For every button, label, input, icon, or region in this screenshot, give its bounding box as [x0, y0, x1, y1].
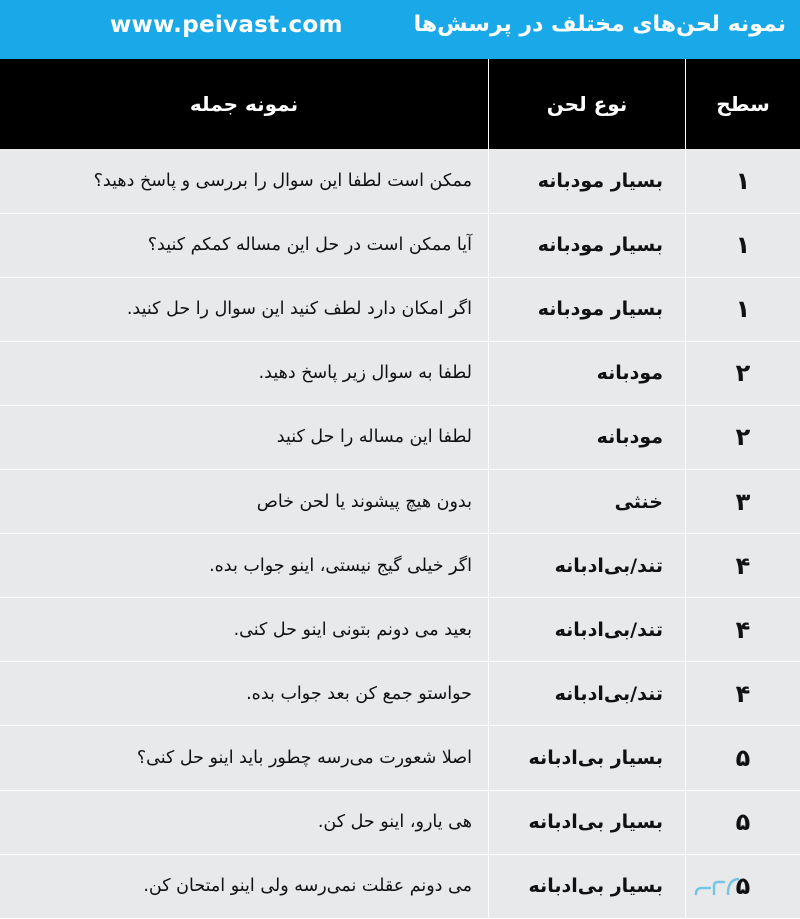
tone-cell: خنثی — [614, 490, 663, 513]
sample-cell: بدون هیچ پیشوند یا لحن خاص — [256, 491, 472, 512]
column-divider — [488, 213, 489, 277]
site-url: www.peivast.com — [110, 12, 343, 38]
column-divider — [488, 341, 489, 405]
sample-cell: لطفا به سوال زیر پاسخ دهید. — [258, 363, 472, 384]
row-separator — [0, 725, 800, 726]
row-separator — [0, 341, 800, 342]
table-header — [0, 59, 800, 149]
sample-cell: ممکن است لطفا این سوال را بررسی و پاسخ دهید؟ — [93, 171, 472, 191]
level-cell: ۲ — [735, 423, 751, 452]
row-separator — [0, 790, 800, 791]
tone-cell: تند/بی‌ادبانه — [554, 682, 663, 705]
column-header-sample: نمونه جمله — [189, 92, 299, 116]
level-cell: ۵ — [735, 743, 751, 772]
sample-cell: اگر خیلی گیج نیستی، اینو جواب بده. — [209, 555, 472, 576]
column-header-level: سطح — [716, 92, 770, 116]
sample-cell: اگر امکان دارد لطف کنید این سوال را حل کنید. — [126, 299, 472, 320]
sample-cell: می دونم عقلت نمی‌رسه ولی اینو امتحان کن. — [143, 876, 472, 897]
column-divider — [685, 405, 686, 469]
table-row — [0, 405, 800, 469]
level-cell: ۱ — [735, 231, 751, 260]
table-row — [0, 470, 800, 534]
sample-cell: حواستو جمع کن بعد جواب بده. — [246, 683, 472, 704]
tone-cell: تند/بی‌ادبانه — [554, 618, 663, 641]
column-divider — [488, 790, 489, 854]
row-separator — [0, 854, 800, 855]
level-cell: ۲ — [735, 359, 751, 388]
row-separator — [0, 597, 800, 598]
row-separator — [0, 405, 800, 406]
sample-cell: اصلا شعورت می‌رسه چطور باید اینو حل کنی؟ — [136, 747, 472, 768]
table-row — [0, 534, 800, 598]
level-cell: ۴ — [735, 679, 751, 708]
page-title: نمونه لحن‌های مختلف در پرسش‌ها — [413, 12, 786, 37]
column-divider — [685, 662, 686, 726]
column-divider — [488, 277, 489, 341]
table-row — [0, 790, 800, 854]
level-cell: ۱ — [735, 295, 751, 324]
sample-cell: آیا ممکن است در حل این مساله کمکم کنید؟ — [147, 235, 472, 256]
row-separator — [0, 277, 800, 278]
table-row — [0, 854, 800, 918]
column-divider — [685, 534, 686, 598]
table-row — [0, 277, 800, 341]
level-cell: ۳ — [735, 487, 751, 516]
peivast-logo-icon — [692, 876, 742, 900]
level-cell: ۵ — [735, 872, 751, 901]
row-separator — [0, 469, 800, 470]
column-divider — [488, 534, 489, 598]
tone-cell: بسیار مودبانه — [537, 170, 663, 192]
level-cell: ۵ — [735, 808, 751, 836]
level-cell: ۱ — [735, 167, 751, 195]
tone-cell: بسیار مودبانه — [537, 298, 663, 321]
column-divider — [685, 726, 686, 790]
tone-cell: بسیار بی‌ادبانه — [528, 746, 663, 769]
column-divider — [488, 854, 489, 918]
column-divider — [488, 726, 489, 790]
column-divider — [685, 149, 686, 213]
row-separator — [0, 533, 800, 534]
column-divider — [685, 470, 686, 534]
row-separator — [0, 661, 800, 662]
table-row — [0, 149, 800, 213]
column-divider — [488, 405, 489, 469]
tone-cell: مودبانه — [596, 362, 663, 385]
level-cell: ۴ — [735, 551, 751, 580]
sample-cell: بعید می دونم بتونی اینو حل کنی. — [233, 619, 472, 640]
sample-cell: هی یارو، اینو حل کن. — [317, 812, 472, 832]
header-divider — [488, 59, 489, 149]
tone-cell: بسیار بی‌ادبانه — [528, 875, 663, 898]
tone-cell: مودبانه — [596, 426, 663, 449]
tone-cell: تند/بی‌ادبانه — [554, 554, 663, 577]
table-row — [0, 598, 800, 662]
table-row — [0, 662, 800, 726]
tone-cell: بسیار بی‌ادبانه — [528, 811, 663, 833]
row-separator — [0, 213, 800, 214]
column-divider — [685, 790, 686, 854]
column-divider — [488, 598, 489, 662]
tone-cell: بسیار مودبانه — [537, 234, 663, 257]
column-divider — [685, 341, 686, 405]
column-divider — [685, 854, 686, 918]
column-divider — [685, 598, 686, 662]
table-row — [0, 213, 800, 277]
column-header-tone: نوع لحن — [546, 92, 628, 116]
column-divider — [685, 277, 686, 341]
column-divider — [488, 149, 489, 213]
table-row — [0, 726, 800, 790]
header-divider — [685, 59, 686, 149]
table-row — [0, 341, 800, 405]
column-divider — [488, 470, 489, 534]
column-divider — [488, 662, 489, 726]
level-cell: ۴ — [735, 615, 751, 644]
column-divider — [685, 213, 686, 277]
sample-cell: لطفا این مساله را حل کنید — [276, 427, 472, 448]
top-banner — [0, 0, 800, 59]
